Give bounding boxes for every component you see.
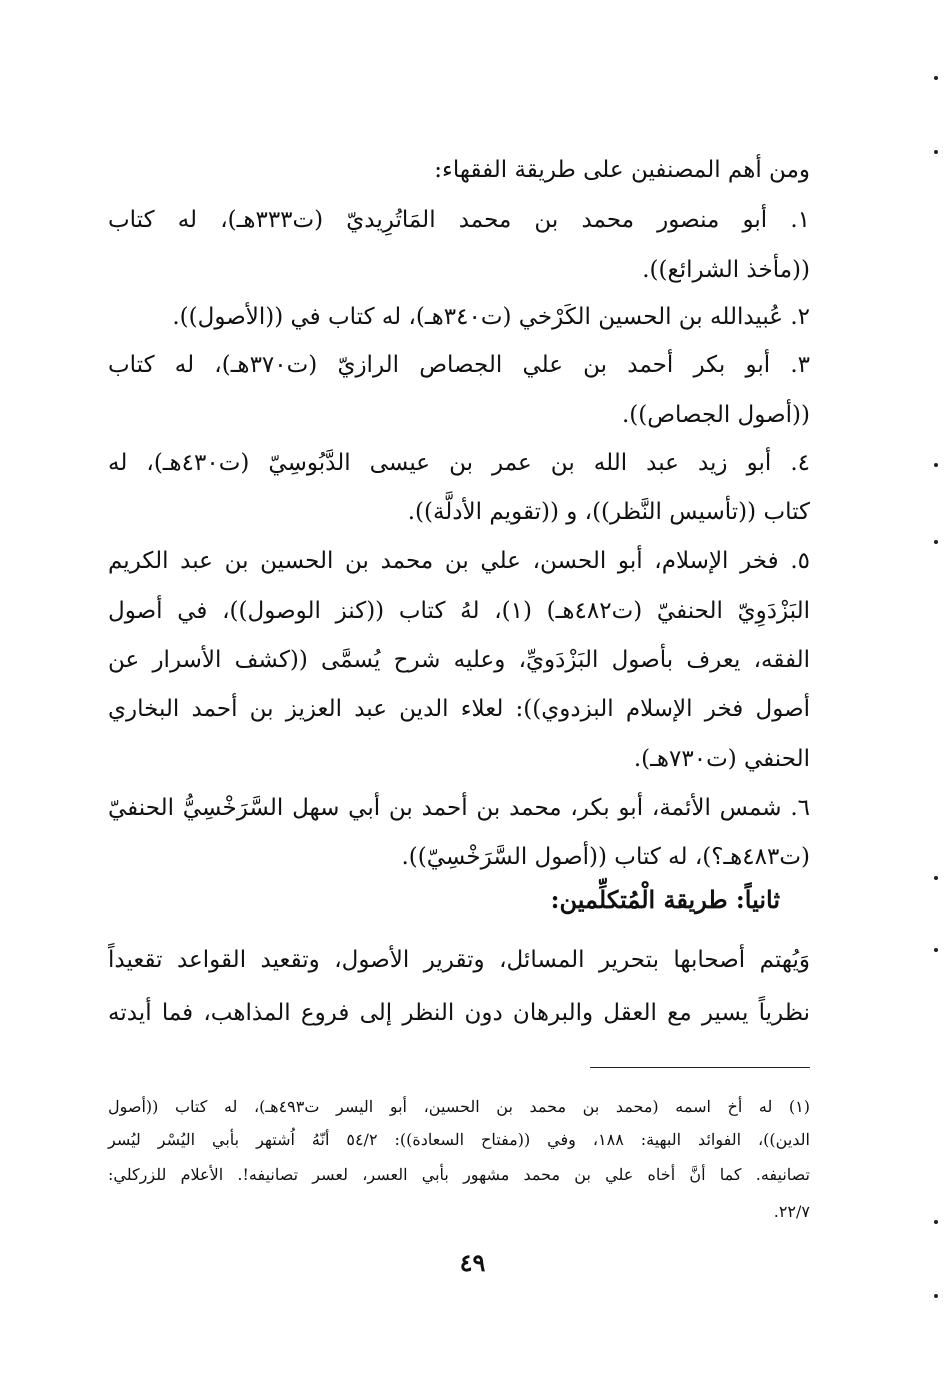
- item-3-line-1: ٣. أبو بكر أحمد بن علي الجصاص الرازيّ (ت٣٧٠هـ)، له كتاب: [108, 352, 810, 378]
- section-heading: ثانياً: طريقة الْمُتكلِّمين:: [550, 885, 780, 914]
- item-5-line-2: البَزْدَوِيّ الحنفيّ (ت٤٨٢هـ) (١)، لهُ كتاب ((كنز الوصول))، في أصول: [108, 598, 811, 624]
- scan-speck: [934, 1294, 938, 1298]
- item-2-line: ٢. عُبيدالله بن الحسين الكَرْخي (ت٣٤٠هـ)، له كتاب في ((الأصول)).: [172, 304, 810, 330]
- footnote-line-4: ٢٢/٧.: [773, 1202, 810, 1221]
- item-1-line-2: ((مأخذ الشرائع)).: [642, 257, 810, 283]
- scan-speck: [934, 948, 938, 952]
- footnote-line-1: (١) له أخ اسمه (محمد بن محمد بن الحسين، أبو اليسر ت٤٩٣هـ)، له كتاب ((أصول: [108, 1097, 811, 1116]
- footnote-separator: [590, 1067, 810, 1068]
- item-5-line-5: الحنفي (ت٧٣٠هـ).: [633, 746, 810, 772]
- scan-speck: [934, 540, 938, 544]
- item-6-line-1: ٦. شمس الأئمة، أبو بكر، محمد بن أحمد بن أبي سهل السَّرَخْسِيُّ الحنفيّ: [108, 795, 810, 821]
- item-5-line-1: ٥. فخر الإسلام، أبو الحسن، علي بن محمد بن الحسين بن عبد الكريم: [108, 548, 810, 574]
- scan-speck: [934, 876, 938, 880]
- item-6-line-2: (ت٤٨٣هـ؟)، له كتاب ((أصول السَّرَخْسِيّ)).: [401, 844, 810, 870]
- page-number: ٤٩: [459, 1248, 486, 1277]
- item-5-line-4: أصول فخر الإسلام البزدوي)): لعلاء الدين عبد العزيز بن أحمد البخاري: [108, 696, 810, 722]
- scan-speck: [934, 150, 938, 154]
- footnote-line-3: تصانيفه. كما أنَّ أخاه علي بن محمد مشهور بأبي العسر، لعسر تصانيفه!. الأعلام للزركلي:: [108, 1165, 810, 1184]
- page-body: [108, 0, 810, 1377]
- paragraph-line-1: وَيُهتم أصحابها بتحرير المسائل، وتقرير الأصول، وتقعيد القواعد تقعيداً: [108, 947, 810, 973]
- item-1-line-1: ١. أبو منصور محمد بن محمد المَاتُرِيديّ (ت٣٣٣هـ)، له كتاب: [108, 207, 811, 233]
- scan-speck: [934, 463, 938, 467]
- item-3-line-2: ((أصول الجصاص)).: [621, 402, 810, 428]
- scan-speck: [934, 76, 938, 80]
- scan-speck: [934, 1220, 938, 1224]
- footnote-line-2: الدين))، الفوائد البهية: ١٨٨، وفي ((مفتاح السعادة)): ٥٤/٢ أنّهُ اُشتهر بأبي اليُسْر ليُسر: [108, 1130, 810, 1149]
- item-4-line-2: كتاب ((تأسيس النَّظر))، و ((تقويم الأدلَّة)).: [407, 499, 810, 525]
- item-4-line-1: ٤. أبو زيد عبد الله بن عمر بن عيسى الدَّبُوسِيّ (ت٤٣٠هـ)، له: [108, 450, 810, 476]
- intro-line: ومن أهم المصنفين على طريقة الفقهاء:: [434, 157, 810, 183]
- paragraph-line-2: نظرياً يسير مع العقل والبرهان دون النظر إلى فروع المذاهب، فما أيدته: [108, 1000, 810, 1026]
- item-5-line-3: الفقه، يعرف بأصول البَزْدَويِّ، وعليه شرح يُسمَّى ((كشف الأسرار عن: [108, 647, 810, 673]
